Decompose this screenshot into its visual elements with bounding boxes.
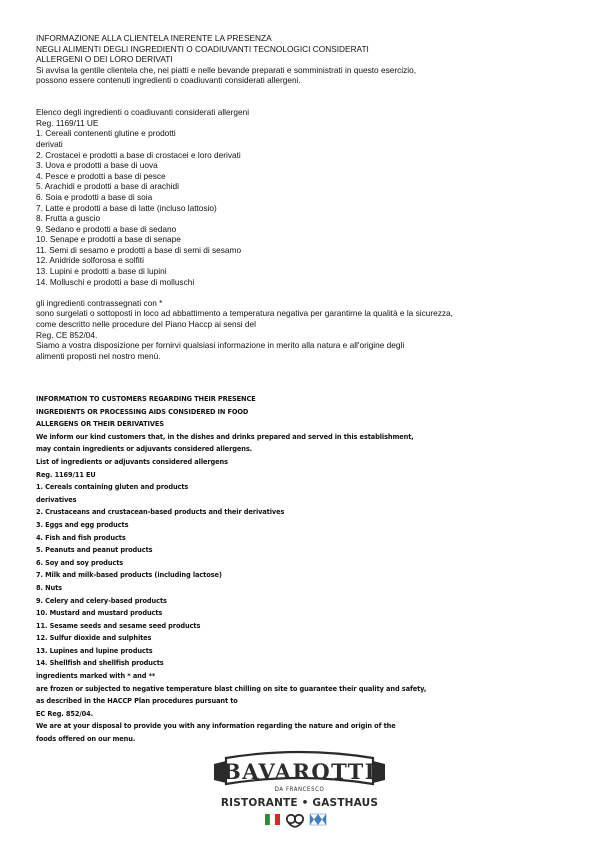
heading-line: NEGLI ALIMENTI DEGLI INGREDIENTI O COADIUVANTI TECNOLOGICI CONSIDERATI bbox=[36, 43, 369, 54]
intro-line: possono essere contenuti ingredienti o coadiuvanti considerati allergeni. bbox=[36, 75, 301, 86]
italian-list-title: Elenco degli ingredienti o coadiuvanti considerati allergeni bbox=[36, 107, 250, 118]
list-item: 10. Mustard and mustard products bbox=[36, 609, 163, 618]
list-item: 8. Frutta a guscio bbox=[36, 213, 101, 224]
list-item: derivatives bbox=[36, 495, 77, 504]
italian-heading bbox=[36, 33, 576, 65]
list-item: 9. Sedano e prodotti a base di sedano bbox=[36, 223, 177, 234]
list-item: 10. Senape e prodotti a base di senape bbox=[36, 234, 181, 245]
list-item: 4. Pesce e prodotti a base di pesce bbox=[36, 170, 166, 181]
italian-allergen-list bbox=[36, 128, 576, 287]
list-item: 3. Eggs and egg products bbox=[36, 520, 129, 529]
intro-line: We inform our kind customers that, in the dishes and drinks prepared and served in this establishment, bbox=[36, 432, 414, 441]
list-item: 13. Lupini e prodotti a base di lupini bbox=[36, 266, 167, 277]
footer-line: as described in the HACCP Plan procedures pursuant to bbox=[36, 697, 238, 706]
pretzel-icon bbox=[287, 815, 303, 827]
intro-line: may contain ingredients or adjuvants considered allergens. bbox=[36, 445, 253, 454]
list-item: 12. Sulfur dioxide and sulphites bbox=[36, 634, 152, 643]
footer-line: are frozen or subjected to negative temperature blast chilling on site to guarantee their quality and safety, bbox=[36, 684, 427, 693]
list-item: 4. Fish and fish products bbox=[36, 533, 126, 542]
list-item: 1. Cereals containing gluten and products bbox=[36, 483, 189, 492]
italy-flag-icon bbox=[265, 814, 280, 825]
list-item: 11. Sesame seeds and sesame seed products bbox=[36, 621, 201, 630]
heading-line: INGREDIENTS OR PROCESSING AIDS CONSIDERED IN FOOD bbox=[36, 407, 249, 416]
list-item: 2. Crustaceans and crustacean-based products and their derivatives bbox=[36, 508, 285, 517]
list-item: 6. Soia e prodotti a base di soia bbox=[36, 191, 153, 202]
bavarotti-logo bbox=[212, 750, 387, 832]
english-list-title: List of ingredients or adjuvants considered allergens bbox=[36, 457, 228, 466]
logo-tagline: RISTORANTE • GASTHAUS bbox=[220, 797, 379, 809]
english-allergen-list bbox=[36, 481, 576, 670]
english-heading bbox=[36, 393, 576, 431]
footer-line: alimenti proposti nel nostro menù. bbox=[36, 350, 161, 361]
footer-line: EC Reg. 852/04. bbox=[36, 709, 94, 718]
footer-line: sono surgelati o sottoposti in loco ad abbattimento a temperatura negativa per garantirne la qualità e la sicurezza, bbox=[36, 308, 453, 319]
footer-line: Reg. CE 852/04. bbox=[36, 329, 98, 340]
heading-line: ALLERGENI O DEI LORO DERIVATI bbox=[36, 54, 173, 65]
english-intro bbox=[36, 431, 576, 456]
list-item: 5. Arachidi e prodotti a base di arachidi bbox=[36, 181, 179, 192]
list-item: 5. Peanuts and peanut products bbox=[36, 546, 153, 555]
bavaria-flag-icon bbox=[310, 814, 326, 825]
footer-line: ingredients marked with * and ** bbox=[36, 672, 156, 681]
list-item: derivati bbox=[36, 138, 63, 149]
list-item: 6. Soy and soy products bbox=[36, 558, 124, 567]
footer-line: We are at your disposal to provide you with any information regarding the nature and origin of the bbox=[36, 722, 396, 731]
english-section bbox=[36, 393, 576, 746]
heading-line: INFORMATION TO CUSTOMERS REGARDING THEIR PRESENCE bbox=[36, 395, 256, 403]
list-item: 14. Shellfish and shellfish products bbox=[36, 659, 164, 668]
logo-name: BAVAROTTI bbox=[222, 759, 377, 784]
list-item: 13. Lupines and lupine products bbox=[36, 646, 153, 655]
footer-line: foods offered on our menu. bbox=[36, 735, 136, 744]
heading-line: ALLERGENS OR THEIR DERIVATIVES bbox=[36, 420, 164, 429]
logo-subtitle: DA FRANCESCO bbox=[274, 786, 325, 793]
italian-section bbox=[36, 33, 576, 361]
list-item: 3. Uova e prodotti a base di uova bbox=[36, 160, 158, 171]
english-regulation: Reg. 1169/11 EU bbox=[36, 470, 96, 479]
heading-line: INFORMAZIONE ALLA CLIENTELA INERENTE LA PRESENZA bbox=[36, 33, 272, 43]
italian-footer bbox=[36, 298, 576, 362]
footer-line: gli ingredienti contrassegnati con * bbox=[36, 297, 163, 308]
list-item: 12. Anidride solforosa e solfiti bbox=[36, 255, 144, 266]
italian-intro bbox=[36, 65, 576, 86]
italian-regulation: Reg. 1169/11 UE bbox=[36, 117, 99, 128]
list-item: 14. Molluschi e prodotti a base di molluschi bbox=[36, 276, 195, 287]
list-item: 7. Latte e prodotti a base di latte (incluso lattosio) bbox=[36, 202, 217, 213]
list-item: 11. Semi di sesamo e prodotti a base di semi di sesamo bbox=[36, 244, 242, 255]
list-item: 8. Nuts bbox=[36, 583, 62, 592]
english-footer bbox=[36, 670, 576, 746]
footer-line: come descritto nelle procedure del Piano Haccp ai sensi del bbox=[36, 319, 256, 330]
footer-line: Siamo a vostra disposizione per fornirvi qualsiasi informazione in merito alla natura e all'origine degli bbox=[36, 340, 405, 351]
list-item: 2. Crostacei e prodotti a base di crostacei e loro derivati bbox=[36, 149, 241, 160]
list-item: 9. Celery and celery-based products bbox=[36, 596, 167, 605]
intro-line: Si avvisa la gentile clientela che, nei piatti e nelle bevande preparati e somministrati in questo esercizio, bbox=[36, 64, 417, 75]
list-item: 1. Cereali contenenti glutine e prodotti bbox=[36, 128, 176, 139]
list-item: 7. Milk and milk-based products (including lactose) bbox=[36, 571, 222, 580]
